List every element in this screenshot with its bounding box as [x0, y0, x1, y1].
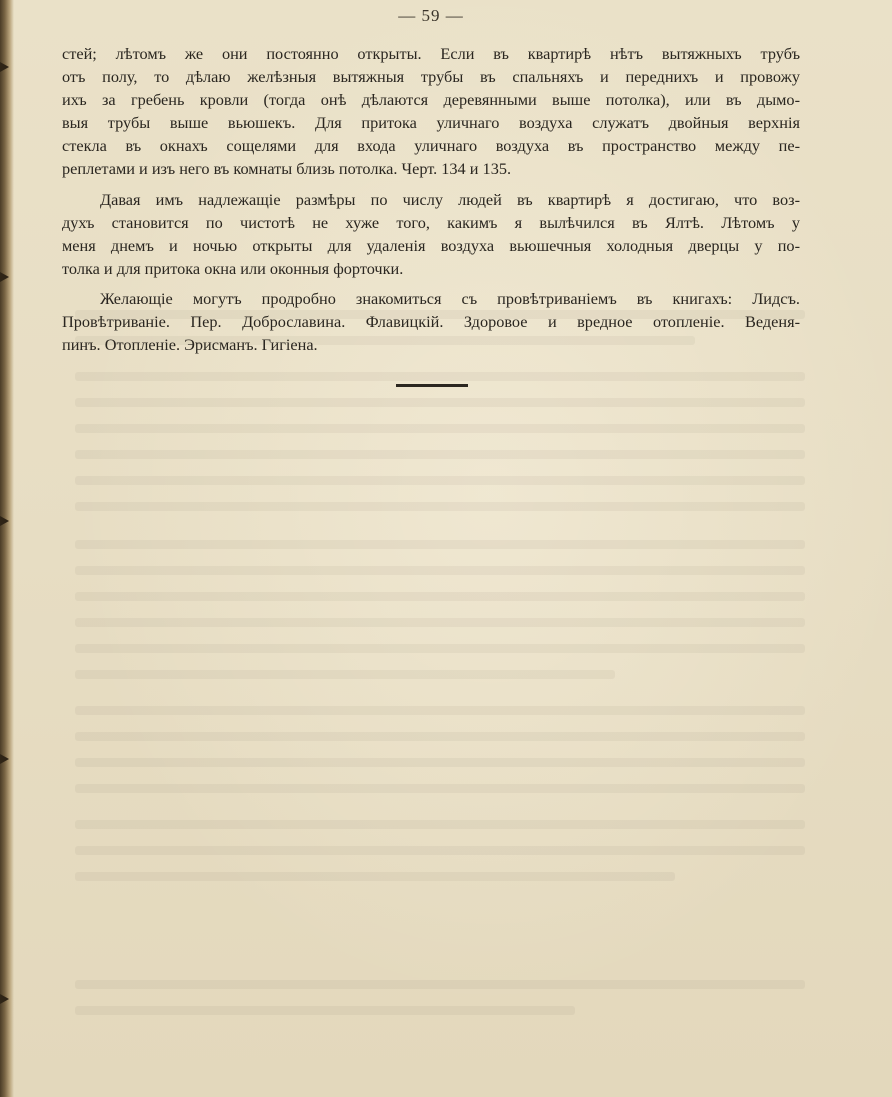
bleed-through [75, 820, 805, 829]
paragraph-2 [62, 188, 800, 280]
text-line: пинъ. Отопленіе. Эрисманъ. Гигіена. [62, 335, 318, 355]
bleed-through [75, 618, 805, 627]
bleed-through [75, 476, 805, 485]
paragraph-1 [62, 42, 800, 181]
text-line: Желающіе могутъ продробно знакомиться съ провѣтриваніемъ въ книгахъ: Лидсъ. [100, 288, 800, 308]
text-line: отъ полу, то дѣлаю желѣзныя вытяжныя трубы въ спальняхъ и переднихъ и провожу [62, 67, 800, 87]
body-text [62, 42, 800, 363]
bleed-through [75, 872, 675, 881]
bleed-through [75, 846, 805, 855]
bleed-through [75, 372, 805, 381]
bleed-through [75, 980, 805, 989]
bleed-through [75, 592, 805, 601]
bleed-through [75, 670, 615, 679]
bleed-through [75, 732, 805, 741]
text-line: ихъ за гребень кровли (тогда онѣ дѣлаются деревянными выше потолка), или въ дымо- [62, 90, 800, 110]
bleed-through [75, 398, 805, 407]
bleed-through [75, 644, 805, 653]
bleed-through [75, 502, 805, 511]
text-line: духъ становится по чистотѣ не хуже того, какимъ я вылѣчился въ Ялтѣ. Лѣтомъ у [62, 212, 800, 232]
text-line: стей; лѣтомъ же они постоянно открыты. Если въ квартирѣ нѣтъ вытяжныхъ трубъ [62, 44, 800, 63]
bleed-through [75, 758, 805, 767]
bleed-through [75, 540, 805, 549]
text-line: толка и для притока окна или оконныя форточки. [62, 258, 404, 278]
bleed-through [75, 784, 805, 793]
section-end-rule [396, 384, 468, 387]
book-binding-edge [0, 0, 14, 1097]
bleed-through [75, 566, 805, 575]
text-line: выя трубы выше вьюшекъ. Для притока уличнаго воздуха служатъ двойныя верхнія [62, 113, 800, 133]
bleed-through [75, 1006, 575, 1015]
paragraph-3 [62, 287, 800, 356]
bleed-through [75, 450, 805, 459]
text-line: Провѣтриваніе. Пер. Доброславина. Флавицкій. Здоровое и вредное отопленіе. Веденя- [62, 312, 800, 332]
text-line: стекла въ окнахъ сощелями для входа уличнаго воздуха въ пространство между пе- [62, 136, 800, 156]
bleed-through [75, 706, 805, 715]
page-number: — 59 — [398, 6, 464, 25]
text-line: меня днемъ и ночью открыты для удаленія воздуха вьюшечныя холодныя дверцы у по- [62, 235, 800, 255]
text-line: Давая имъ надлежащіе размѣры по числу людей въ квартирѣ я достигаю, что воз- [100, 189, 800, 209]
text-line: реплетами и изъ него въ комнаты близь потолка. Черт. 134 и 135. [62, 159, 512, 179]
bleed-through [75, 424, 805, 433]
